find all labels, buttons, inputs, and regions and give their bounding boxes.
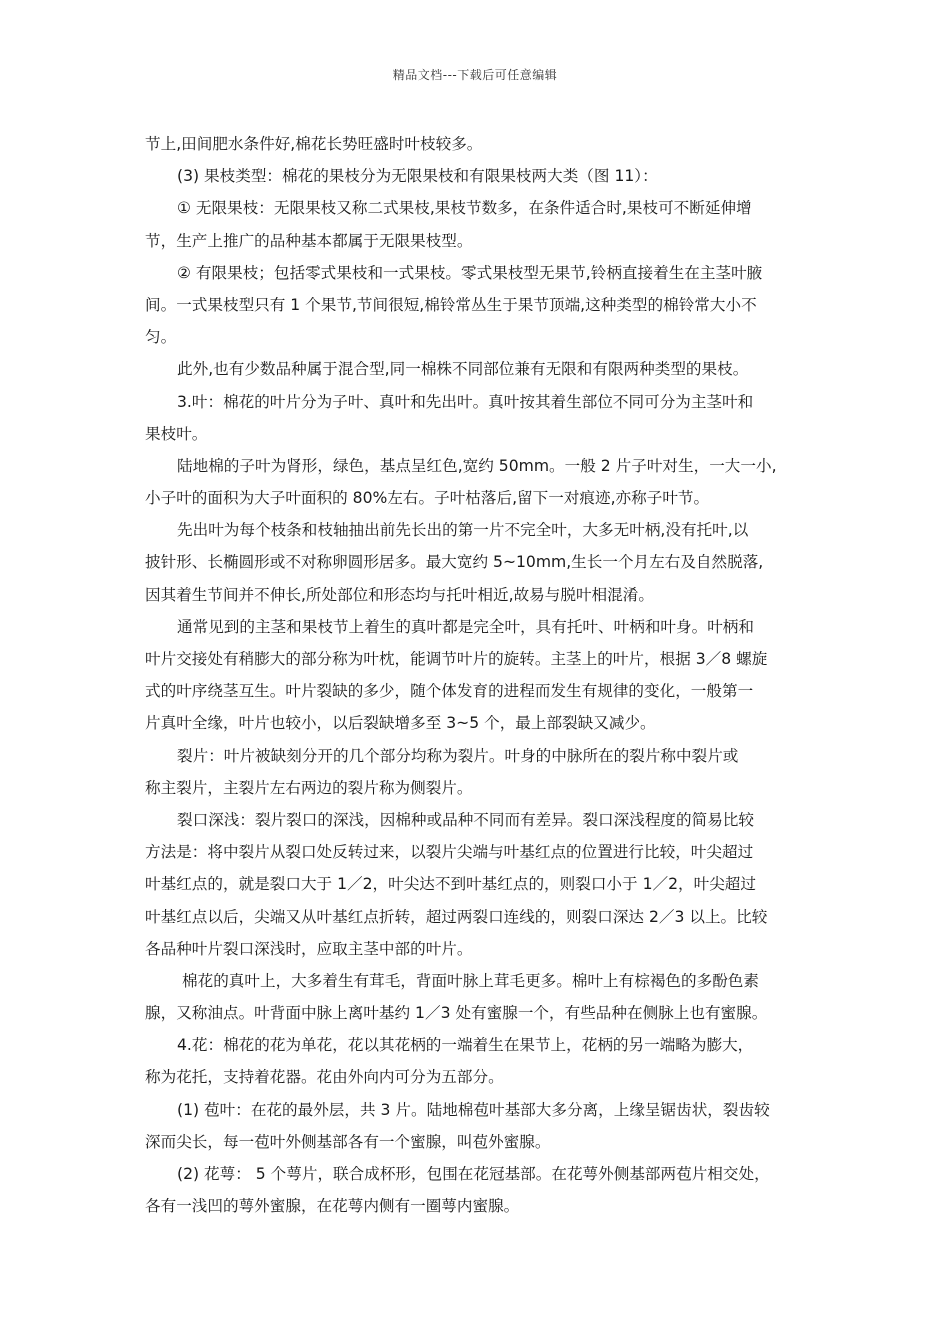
text-line: 披针形、长椭圆形或不对称卵圆形居多。最大宽约 5~10mm,生长一个月左右及自然脱落, [145,553,764,572]
text-line: 式的叶序绕茎互生。叶片裂缺的多少，随个体发育的进程而发生有规律的变化，一般第一 [145,682,754,701]
text-line: (3) 果枝类型：棉花的果枝分为无限果枝和有限果枝两大类（图 11）： [177,167,658,186]
text-line: 先出叶为每个枝条和枝轴抽出前先长出的第一片不完全叶，大多无叶柄,没有托叶,以 [177,521,749,540]
text-line: ① 无限果枝：无限果枝又称二式果枝,果枝节数多，在条件适合时,果枝可不断延伸增 [177,199,752,218]
text-line: ② 有限果枝；包括零式果枝和一式果枝。零式果枝型无果节,铃柄直接着生在主茎叶腋 [177,263,763,282]
text-line: 叶片交接处有稍膨大的部分称为叶枕，能调节叶片的旋转。主茎上的叶片，根据 3／8 螺旋 [145,650,768,668]
text-line: 间。一式果枝型只有 1 个果节,节间很短,棉铃常丛生于果节顶端,这种类型的棉铃常大小不 [145,295,757,314]
text-line: 称主裂片，主裂片左右两边的裂片称为侧裂片。 [145,778,473,797]
text-line: (2) 花萼： 5 个萼片，联合成杯形，包围在花冠基部。在花萼外侧基部两苞片相交处， [177,1165,770,1183]
text-line: (1) 苞叶：在花的最外层，共 3 片。陆地棉苞叶基部大多分离，上缘呈锯齿状，裂齿较 [177,1100,770,1119]
text-line: 匀。 [145,328,177,347]
text-line: 深而尖长，每一苞叶外侧基部各有一个蜜腺，叫苞外蜜腺。 [145,1132,551,1151]
text-line: 裂口深浅：裂片裂口的深浅，因棉种或品种不同而有差异。裂口深浅程度的简易比较 [177,810,754,829]
text-line: 腺，又称油点。叶背面中脉上离叶基约 1／3 处有蜜腺一个，有些品种在侧脉上也有蜜腺。 [145,1004,768,1023]
text-line: 片真叶全缘，叶片也较小，以后裂缺增多至 3~5 个，最上部裂缺又减少。 [145,714,656,733]
text-line: 各有一浅凹的萼外蜜腺，在花萼内侧有一圈萼内蜜腺。 [145,1197,520,1216]
text-line: 4.花：棉花的花为单花，花以其花柄的一端着生在果节上，花柄的另一端略为膨大， [177,1036,754,1055]
text-line: 节，生产上推广的品种基本都属于无限果枝型。 [145,231,473,250]
text-line: 叶基红点的，就是裂口大于 1／2，叶尖达不到叶基红点的，则裂口小于 1／2，叶尖超过 [145,875,756,894]
text-line: 称为花托，支持着花器。花由外向内可分为五部分。 [145,1068,504,1087]
page-header: 精品文档---下载后可任意编辑 [392,68,558,82]
text-line: 裂片：叶片被缺刻分开的几个部分均称为裂片。叶身的中脉所在的裂片称中裂片或 [177,746,739,765]
text-line: 此外,也有少数品种属于混合型,同一棉株不同部位兼有无限和有限两种类型的果枝。 [177,360,749,379]
document-body [145,128,810,1222]
text-line: 节上,田间肥水条件好,棉花长势旺盛时叶枝较多。 [145,135,483,153]
text-line: 棉花的真叶上，大多着生有茸毛，背面叶脉上茸毛更多。棉叶上有棕褐色的多酚色素 [182,971,759,990]
text-line: 3.叶：棉花的叶片分为子叶、真叶和先出叶。真叶按其着生部位不同可分为主茎叶和 [177,392,754,411]
text-line: 各品种叶片裂口深浅时，应取主茎中部的叶片。 [145,939,473,958]
text-line: 小子叶的面积为大子叶面积的 80%左右。子叶枯落后,留下一对痕迹,亦称子叶节。 [145,489,710,508]
text-line: 陆地棉的子叶为肾形，绿色，基点呈红色,宽约 50mm。一般 2 片子叶对生，一大一小, [177,456,777,475]
text-line: 果枝叶。 [145,424,208,443]
text-line: 叶基红点以后，尖端又从叶基红点折转，超过两裂口连线的，则裂口深达 2／3 以上。比较 [145,907,768,926]
text-line: 因其着生节间并不伸长,所处部位和形态均与托叶相近,故易与脱叶相混淆。 [145,585,654,604]
text-line: 通常见到的主茎和果枝节上着生的真叶都是完全叶，具有托叶、叶柄和叶身。叶柄和 [177,617,754,636]
text-line: 方法是：将中裂片从裂口处反转过来，以裂片尖端与叶基红点的位置进行比较，叶尖超过 [145,843,754,862]
